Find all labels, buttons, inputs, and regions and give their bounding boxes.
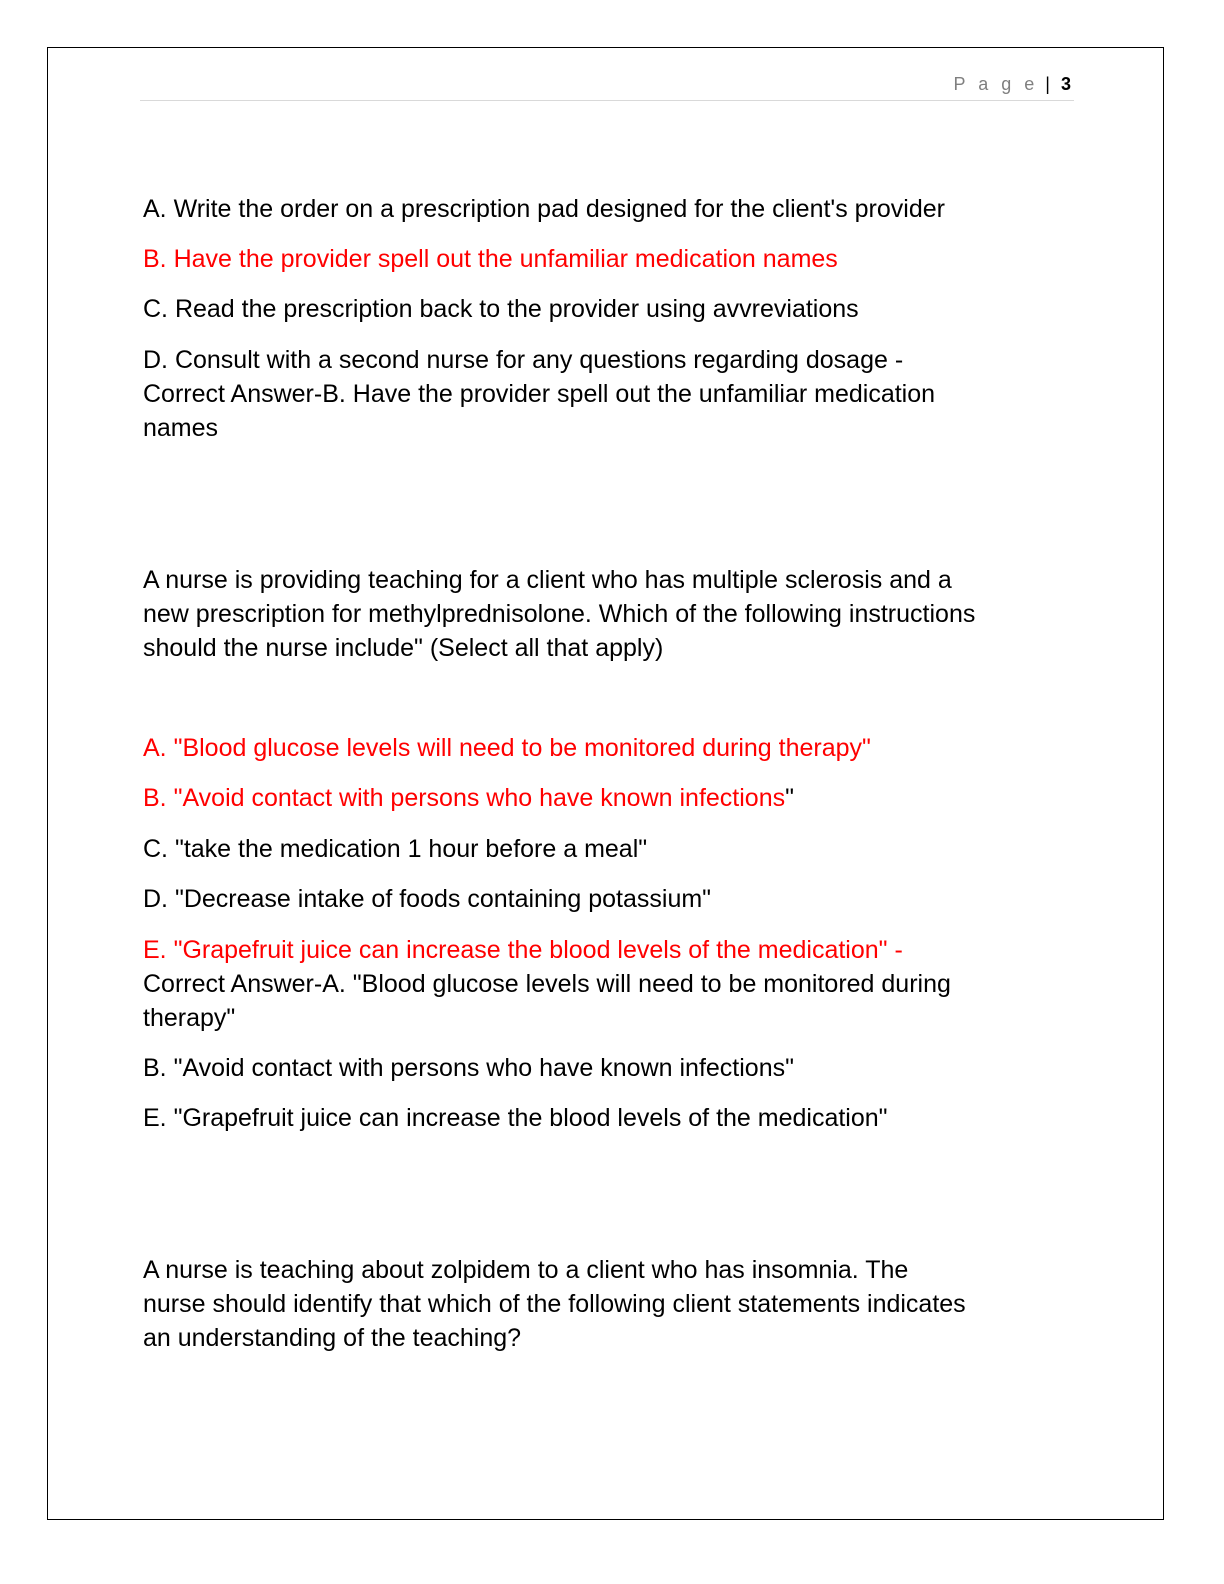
q1-option-a: A. Write the order on a prescription pad designed for the client's provider bbox=[143, 195, 945, 223]
q2-option-e-correct: E. "Grapefruit juice can increase the blood levels of the medication" - bbox=[143, 936, 903, 964]
q1-option-d-line1: D. Consult with a second nurse for any questions regarding dosage - bbox=[143, 346, 904, 374]
q3-stem-line3: an understanding of the teaching? bbox=[143, 1324, 522, 1352]
q2-option-b-quote: " bbox=[785, 784, 794, 812]
page-number: 3 bbox=[1060, 74, 1071, 94]
q1-answer-line-cont: names bbox=[143, 414, 219, 442]
q2-option-c: C. "take the medication 1 hour before a meal" bbox=[143, 835, 648, 863]
q3-stem-line2: nurse should identify that which of the following client statements indicates bbox=[143, 1290, 966, 1318]
q2-option-b-correct-text: B. "Avoid contact with persons who have known infections bbox=[143, 784, 786, 812]
q2-option-d: D. "Decrease intake of foods containing potassium" bbox=[143, 885, 712, 913]
q3-stem-line1: A nurse is teaching about zolpidem to a client who has insomnia. The bbox=[143, 1256, 909, 1284]
q2-answer-line: Correct Answer-A. "Blood glucose levels will need to be monitored during bbox=[143, 970, 951, 998]
q2-answer-e: E. "Grapefruit juice can increase the blood levels of the medication" bbox=[143, 1104, 888, 1132]
q2-stem-line3: should the nurse include" (Select all that apply) bbox=[143, 634, 664, 662]
q2-option-b bbox=[143, 781, 794, 815]
q2-option-a-correct: A. "Blood glucose levels will need to be monitored during therapy" bbox=[143, 734, 871, 762]
page-header bbox=[140, 74, 1074, 101]
q1-answer-line: Correct Answer-B. Have the provider spell out the unfamiliar medication bbox=[143, 380, 936, 408]
q2-stem-line1: A nurse is providing teaching for a client who has multiple sclerosis and a bbox=[143, 566, 952, 594]
q1-option-b-correct: B. Have the provider spell out the unfamiliar medication names bbox=[143, 245, 838, 273]
q2-stem-line2: new prescription for methylprednisolone. Which of the following instructions bbox=[143, 600, 976, 628]
q2-answer-line-cont: therapy" bbox=[143, 1004, 236, 1032]
q1-option-c: C. Read the prescription back to the provider using avvreviations bbox=[143, 295, 859, 323]
header-separator: | bbox=[1045, 74, 1050, 94]
page-label: P a g e bbox=[953, 74, 1039, 94]
q2-answer-b: B. "Avoid contact with persons who have known infections" bbox=[143, 1054, 794, 1082]
